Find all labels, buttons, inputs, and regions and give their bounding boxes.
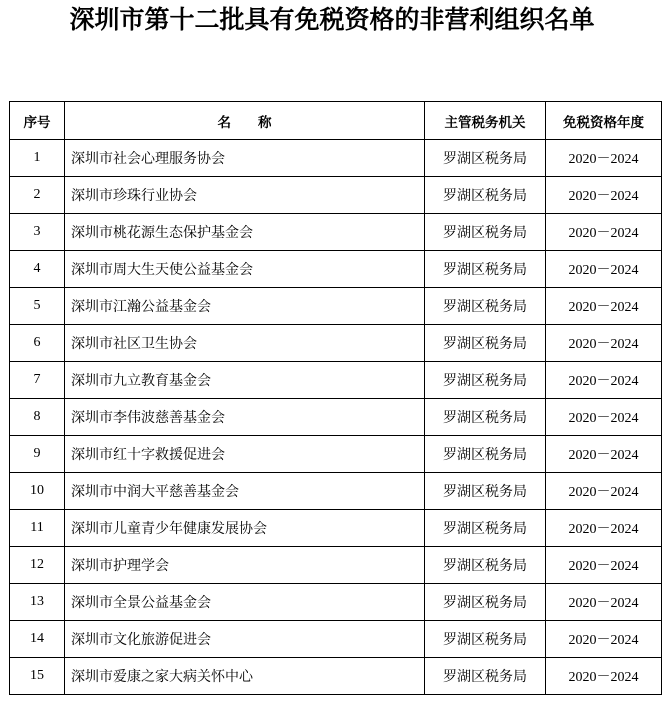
- row-index: 10: [10, 473, 65, 510]
- tax-office: 罗湖区税务局: [425, 510, 546, 547]
- organization-name: 深圳市江瀚公益基金会: [65, 288, 425, 325]
- exemption-years: 2020－2024: [546, 177, 662, 214]
- exemption-years: 2020－2024: [546, 140, 662, 177]
- organization-name: 深圳市桃花源生态保护基金会: [65, 214, 425, 251]
- organization-name: 深圳市社区卫生协会: [65, 325, 425, 362]
- tax-office: 罗湖区税务局: [425, 288, 546, 325]
- tax-office: 罗湖区税务局: [425, 214, 546, 251]
- tax-office: 罗湖区税务局: [425, 362, 546, 399]
- header-office: 主管税务机关: [425, 102, 546, 140]
- row-index: 4: [10, 251, 65, 288]
- table-header-row: [10, 102, 662, 140]
- row-index: 3: [10, 214, 65, 251]
- tax-office: 罗湖区税务局: [425, 325, 546, 362]
- organization-name: 深圳市文化旅游促进会: [65, 621, 425, 658]
- tax-office: 罗湖区税务局: [425, 140, 546, 177]
- table-row: [10, 214, 662, 251]
- row-index: 5: [10, 288, 65, 325]
- table-row: [10, 325, 662, 362]
- tax-office: 罗湖区税务局: [425, 658, 546, 695]
- row-index: 12: [10, 547, 65, 584]
- table-row: [10, 251, 662, 288]
- row-index: 2: [10, 177, 65, 214]
- row-index: 13: [10, 584, 65, 621]
- row-index: 7: [10, 362, 65, 399]
- table-row: [10, 436, 662, 473]
- table-row: [10, 177, 662, 214]
- table-row: [10, 658, 662, 695]
- organization-name: 深圳市中润大平慈善基金会: [65, 473, 425, 510]
- tax-office: 罗湖区税务局: [425, 621, 546, 658]
- organization-name: 深圳市周大生天使公益基金会: [65, 251, 425, 288]
- tax-office: 罗湖区税务局: [425, 547, 546, 584]
- row-index: 15: [10, 658, 65, 695]
- organization-name: 深圳市九立教育基金会: [65, 362, 425, 399]
- table-row: [10, 621, 662, 658]
- header-index: 序号: [10, 102, 65, 140]
- organization-name: 深圳市社会心理服务协会: [65, 140, 425, 177]
- exemption-years: 2020－2024: [546, 251, 662, 288]
- exemption-years: 2020－2024: [546, 288, 662, 325]
- tax-office: 罗湖区税务局: [425, 584, 546, 621]
- table-row: [10, 288, 662, 325]
- row-index: 8: [10, 399, 65, 436]
- organization-name: 深圳市全景公益基金会: [65, 584, 425, 621]
- exemption-years: 2020－2024: [546, 584, 662, 621]
- tax-office: 罗湖区税务局: [425, 436, 546, 473]
- table-row: [10, 584, 662, 621]
- header-year: 免税资格年度: [546, 102, 662, 140]
- organization-table: [9, 101, 662, 695]
- organization-name: 深圳市李伟波慈善基金会: [65, 399, 425, 436]
- organization-name: 深圳市珍珠行业协会: [65, 177, 425, 214]
- exemption-years: 2020－2024: [546, 547, 662, 584]
- row-index: 9: [10, 436, 65, 473]
- tax-office: 罗湖区税务局: [425, 251, 546, 288]
- table-row: [10, 399, 662, 436]
- organization-name: 深圳市儿童青少年健康发展协会: [65, 510, 425, 547]
- exemption-years: 2020－2024: [546, 658, 662, 695]
- tax-office: 罗湖区税务局: [425, 399, 546, 436]
- row-index: 14: [10, 621, 65, 658]
- table-row: [10, 362, 662, 399]
- exemption-years: 2020－2024: [546, 325, 662, 362]
- organization-name: 深圳市护理学会: [65, 547, 425, 584]
- table-row: [10, 473, 662, 510]
- table-body: [10, 140, 662, 695]
- exemption-years: 2020－2024: [546, 214, 662, 251]
- table-row: [10, 547, 662, 584]
- row-index: 11: [10, 510, 65, 547]
- exemption-years: 2020－2024: [546, 436, 662, 473]
- organization-name: 深圳市红十字救援促进会: [65, 436, 425, 473]
- organization-name: 深圳市爱康之家大病关怀中心: [65, 658, 425, 695]
- tax-office: 罗湖区税务局: [425, 473, 546, 510]
- table-row: [10, 140, 662, 177]
- document-title: 深圳市第十二批具有免税资格的非营利组织名单: [69, 5, 595, 34]
- row-index: 6: [10, 325, 65, 362]
- exemption-years: 2020－2024: [546, 510, 662, 547]
- exemption-years: 2020－2024: [546, 621, 662, 658]
- exemption-years: 2020－2024: [546, 399, 662, 436]
- row-index: 1: [10, 140, 65, 177]
- exemption-years: 2020－2024: [546, 362, 662, 399]
- exemption-years: 2020－2024: [546, 473, 662, 510]
- header-name: 名 称: [65, 102, 425, 140]
- table-row: [10, 510, 662, 547]
- tax-office: 罗湖区税务局: [425, 177, 546, 214]
